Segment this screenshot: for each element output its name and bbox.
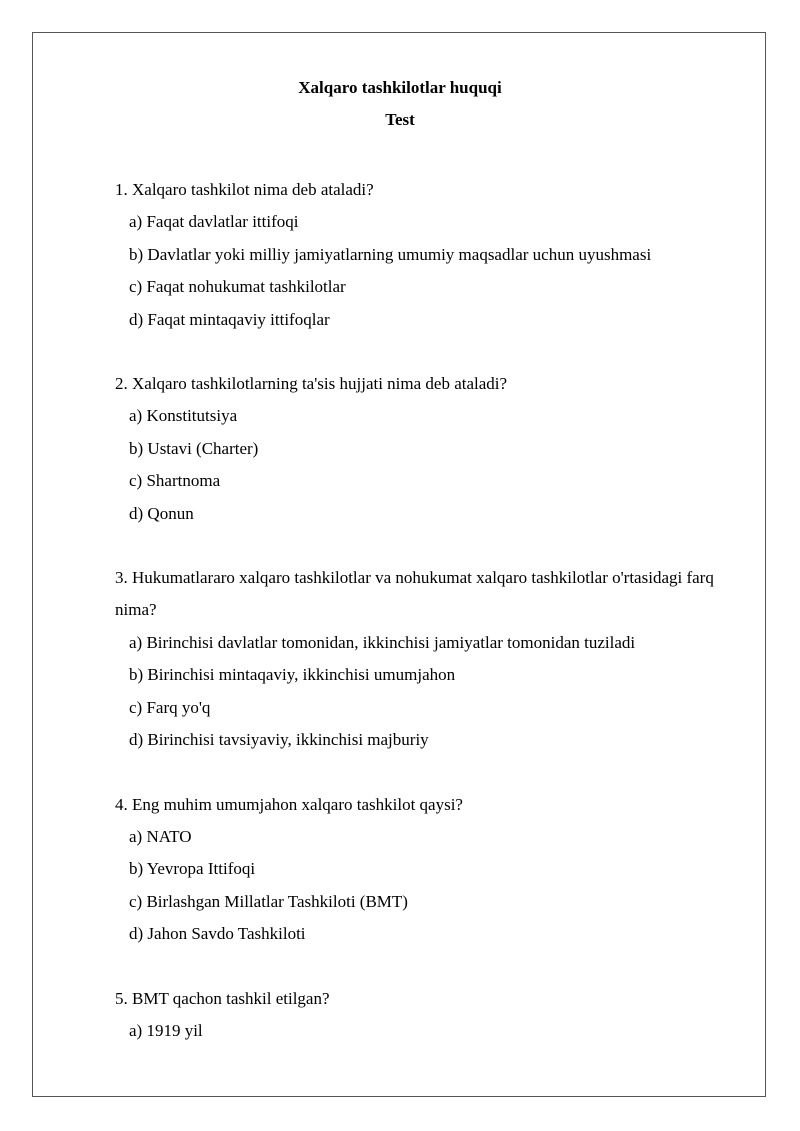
- question-text: 1. Xalqaro tashkilot nima deb ataladi?: [115, 180, 374, 199]
- answer-option-a: a) Faqat davlatlar ittifoqi: [129, 212, 299, 232]
- answer-option-d: d) Birinchisi tavsiyaviy, ikkinchisi majburiy: [129, 730, 429, 750]
- answer-option-a: a) 1919 yil: [129, 1020, 203, 1040]
- document-subtitle: Test: [385, 110, 415, 129]
- answer-option-b: b) Birinchisi mintaqaviy, ikkinchisi umumjahon: [129, 665, 456, 685]
- answer-option-b: b) Davlatlar yoki milliy jamiyatlarning umumiy maqsadlar uchun uyushmasi: [129, 244, 652, 264]
- answer-option-c: c) Faqat nohukumat tashkilotlar: [129, 277, 346, 297]
- answer-option-a: a) Birinchisi davlatlar tomonidan, ikkinchisi jamiyatlar tomonidan tuziladi: [129, 632, 636, 652]
- answer-option-a: a) Konstitutsiya: [129, 406, 238, 426]
- answer-option-a: a) NATO: [129, 826, 192, 846]
- question-text: 3. Hukumatlararo xalqaro tashkilotlar va nohukumat xalqaro tashkilotlar o'rtasidagi farq nima?: [115, 568, 714, 620]
- question-5: [115, 983, 755, 1048]
- question-3: [115, 562, 755, 756]
- answer-option-d: d) Qonun: [129, 503, 194, 523]
- answer-option-c: c) Shartnoma: [129, 471, 221, 491]
- answer-option-c: c) Birlashgan Millatlar Tashkiloti (BMT): [129, 891, 408, 911]
- document-title: Xalqaro tashkilotlar huquqi: [298, 78, 502, 97]
- answer-option-d: d) Faqat mintaqaviy ittifoqlar: [129, 309, 330, 329]
- question-text: 4. Eng muhim umumjahon xalqaro tashkilot qaysi?: [115, 794, 463, 814]
- question-text: 5. BMT qachon tashkil etilgan?: [115, 988, 330, 1008]
- question-list: [115, 174, 755, 1079]
- question-4: [115, 789, 755, 951]
- answer-option-c: c) Farq yo'q: [129, 697, 211, 717]
- question-1: [115, 174, 755, 336]
- question-text: 2. Xalqaro tashkilotlarning ta'sis hujjati nima deb ataladi?: [115, 374, 508, 394]
- answer-option-b: b) Yevropa Ittifoqi: [129, 859, 256, 879]
- answer-option-b: b) Ustavi (Charter): [129, 438, 259, 458]
- question-2: [115, 368, 755, 530]
- answer-option-d: d) Jahon Savdo Tashkiloti: [129, 924, 306, 944]
